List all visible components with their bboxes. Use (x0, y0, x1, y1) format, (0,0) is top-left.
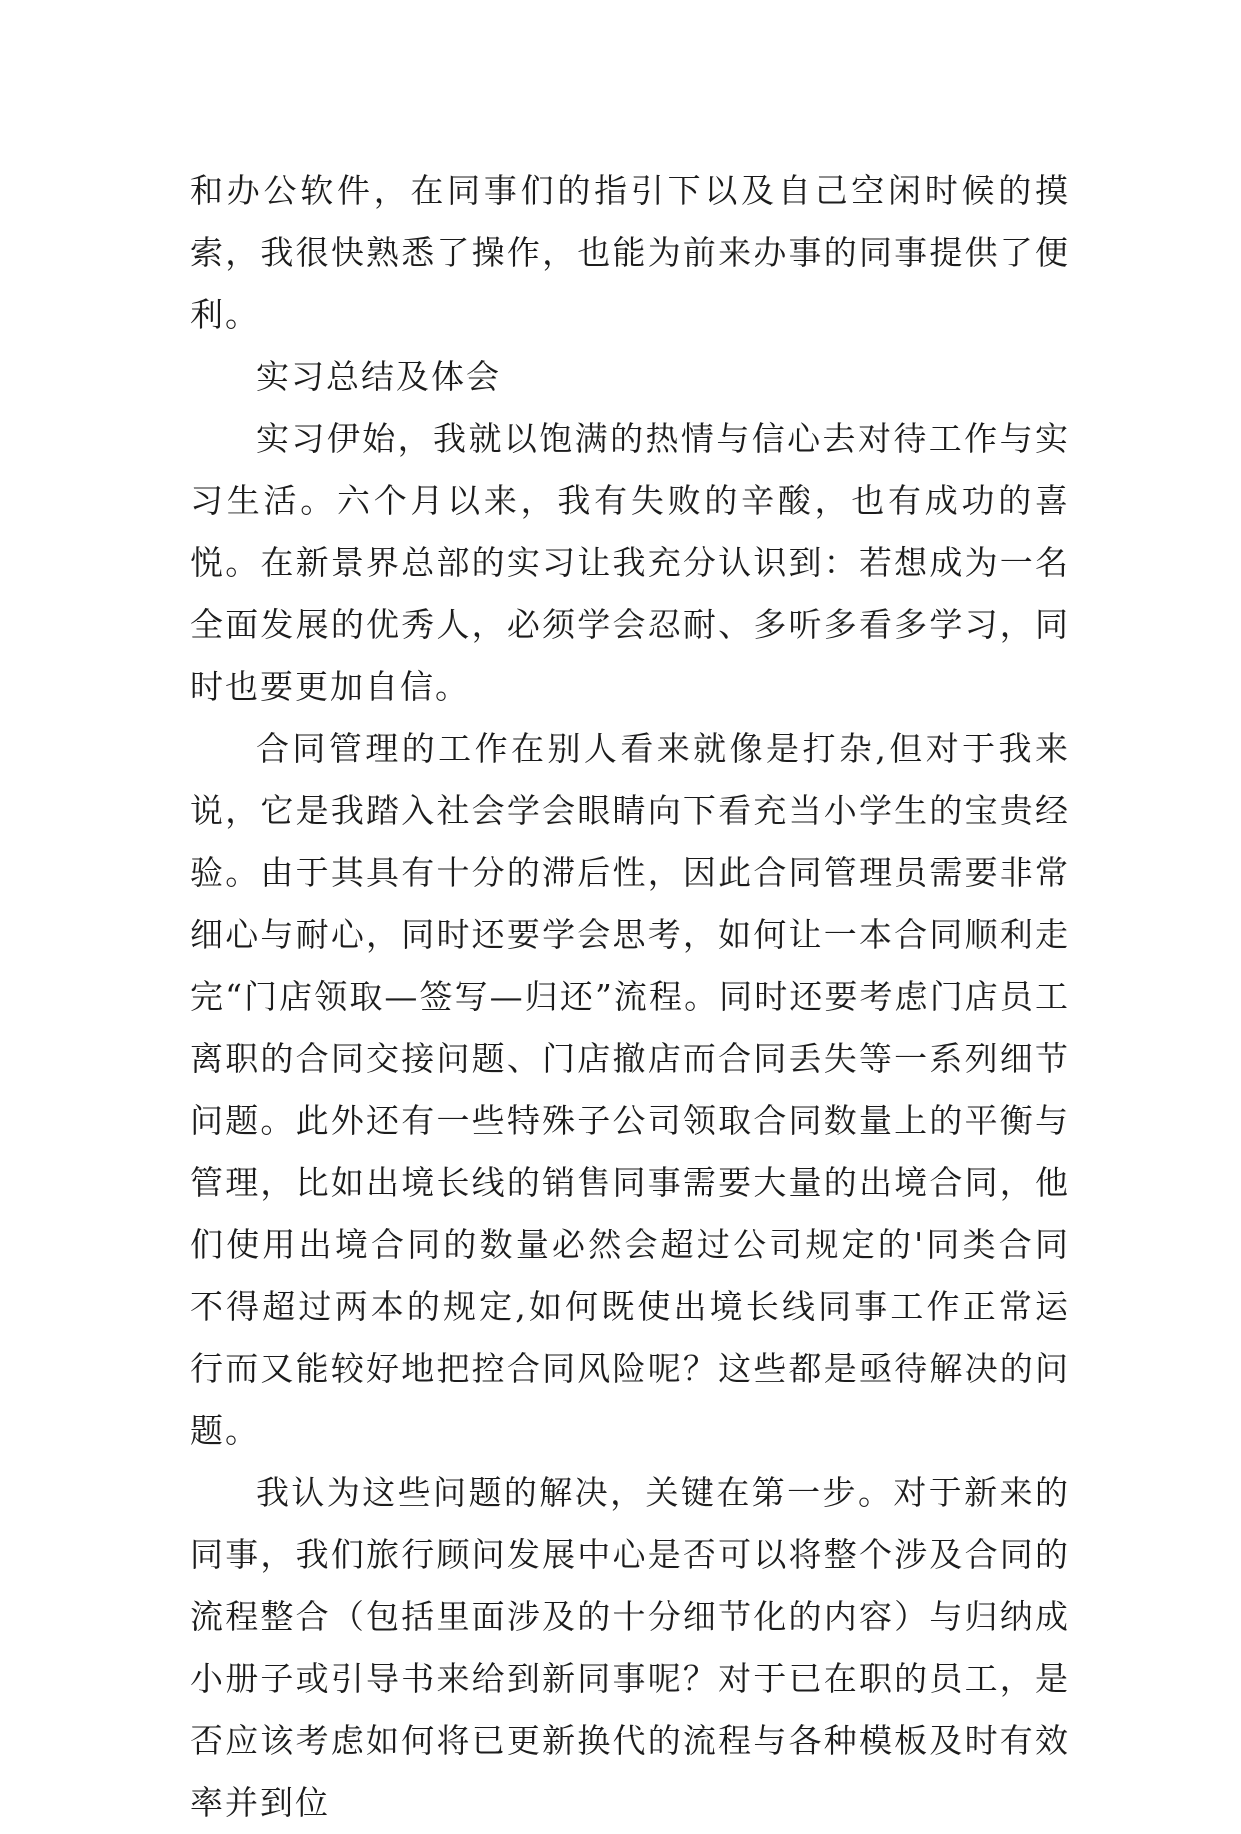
document-body (190, 160, 1070, 1834)
section-title: 实习总结及体会 (256, 357, 501, 396)
continuation-paragraph: 和办公软件，在同事们的指引下以及自己空闲时候的摸索，我很快熟悉了操作，也能为前来办事的同事提供了便利。 (190, 171, 1070, 334)
paragraph-3: 我认为这些问题的解决，关键在第一步。对于新来的同事，我们旅行顾问发展中心是否可以将整个涉及合同的流程整合（包括里面涉及的十分细节化的内容）与归纳成小册子或引导书来给到新同事呢？对于已在职的员工，是否应该考虑如何将已更新换代的流程与各种模板及时有效率并到位 (190, 1473, 1070, 1822)
paragraph-1: 实习伊始，我就以饱满的热情与信心去对待工作与实习生活。六个月以来，我有失败的辛酸，也有成功的喜悦。在新景界总部的实习让我充分认识到：若想成为一名全面发展的优秀人，必须学会忍耐、多听多看多学习，同时也要更加自信。 (190, 419, 1070, 706)
paragraph-2: 合同管理的工作在别人看来就像是打杂,但对于我来说，它是我踏入社会学会眼睛向下看充当小学生的宝贵经验。由于其具有十分的滞后性，因此合同管理员需要非常细心与耐心，同时还要学会思考，如何让一本合同顺利走完“门店领取—签写—归还”流程。同时还要考虑门店员工离职的合同交接问题、门店撤店而合同丢失等一系列细节问题。此外还有一些特殊子公司领取合同数量上的平衡与管理，比如出境长线的销售同事需要大量的出境合同，他们使用出境合同的数量必然会超过公司规定的'同类合同不得超过两本的规定,如何既使出境长线同事工作正常运行而又能较好地把控合同风险呢？这些都是亟待解决的问题。 (190, 729, 1070, 1450)
